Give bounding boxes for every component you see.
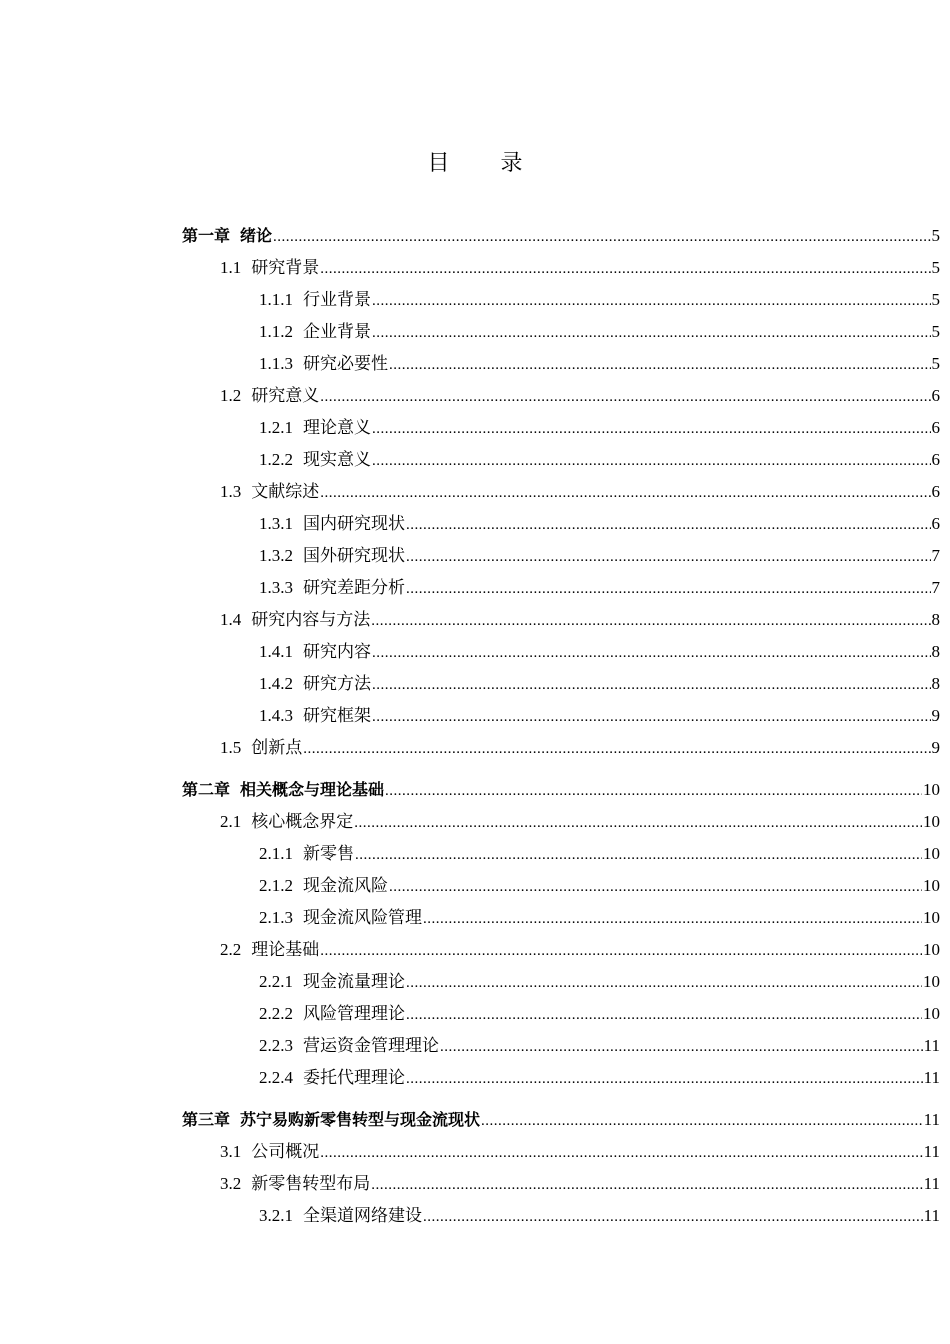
toc-entry-page: 6 (931, 514, 940, 533)
toc-entry-number: 3.2 (220, 1174, 242, 1193)
toc-entry-number: 2.1.1 (259, 844, 293, 863)
toc-entry-page: 6 (931, 450, 940, 469)
toc-entry[interactable] (182, 870, 940, 902)
toc-entry[interactable] (182, 1200, 940, 1232)
toc-entry-number: 1.4.2 (259, 674, 293, 693)
toc-entry[interactable] (182, 1136, 940, 1168)
toc-entry-title: 全渠道网络建设 (303, 1206, 422, 1225)
toc-entry-number: 3.2.1 (259, 1206, 293, 1225)
toc-entry-page: 5 (931, 354, 940, 373)
toc-entry-page: 10 (923, 844, 940, 863)
toc-entry-title: 国内研究现状 (303, 514, 405, 533)
toc-entry[interactable] (182, 604, 940, 636)
toc-entry-number: 第二章 (182, 780, 231, 799)
dot-leader (406, 541, 931, 573)
toc-entry-title: 现金流风险管理 (303, 908, 422, 927)
toc-entry[interactable] (182, 700, 940, 732)
toc-entry-number: 2.1.2 (259, 876, 293, 895)
toc-entry[interactable] (182, 1168, 940, 1200)
toc-entry-page: 10 (923, 780, 940, 799)
toc-entry-page: 10 (923, 812, 940, 831)
dot-leader (355, 839, 922, 871)
dot-leader (423, 903, 922, 935)
toc-entry-page: 6 (931, 482, 940, 501)
toc-entry[interactable] (182, 540, 940, 572)
toc-entry-title: 企业背景 (303, 322, 371, 341)
dot-leader (406, 573, 931, 605)
toc-entry-number: 2.2.3 (259, 1036, 293, 1055)
toc-entry-page: 6 (931, 418, 940, 437)
toc-entry[interactable] (182, 1062, 940, 1094)
dot-leader (303, 733, 930, 765)
toc-entry-title: 理论基础 (251, 940, 320, 959)
toc-entry-page: 5 (931, 290, 940, 309)
toc-entry-title: 相关概念与理论基础 (240, 780, 385, 799)
toc-entry-number: 1.3.3 (259, 578, 293, 597)
toc-entry[interactable] (182, 902, 940, 934)
toc-entry-number: 2.1.3 (259, 908, 293, 927)
toc-entry-page: 10 (923, 972, 940, 991)
dot-leader (371, 605, 930, 637)
toc-entry-page: 11 (923, 1110, 940, 1129)
toc-entry[interactable] (182, 1104, 940, 1136)
toc-entry-page: 7 (931, 578, 940, 597)
toc-entry-number: 3.1 (220, 1142, 242, 1161)
dot-leader (320, 935, 922, 967)
toc-entry-page: 11 (923, 1068, 940, 1087)
dot-leader (273, 221, 930, 253)
toc-entry-number: 第一章 (182, 226, 231, 245)
toc-entry-page: 11 (923, 1206, 940, 1225)
toc-entry-number: 1.4.1 (259, 642, 293, 661)
toc-entry-number: 第三章 (182, 1110, 231, 1129)
toc-entry[interactable] (182, 444, 940, 476)
toc-entry-page: 9 (931, 706, 940, 725)
dot-leader (372, 317, 931, 349)
toc-entry[interactable] (182, 380, 940, 412)
toc-entry-number: 2.2.4 (259, 1068, 293, 1087)
toc-entry-page: 11 (923, 1142, 940, 1161)
toc-entry-title: 委托代理理论 (303, 1068, 405, 1087)
toc-entry-title: 研究意义 (251, 386, 320, 405)
page-title: 目 录 (427, 151, 545, 176)
toc-entry-number: 1.1 (220, 258, 242, 277)
toc-entry[interactable] (182, 316, 940, 348)
toc-entry-title: 公司概况 (251, 1142, 320, 1161)
dot-leader (372, 445, 931, 477)
toc-entry-page: 9 (931, 738, 940, 757)
toc-entry-title: 研究方法 (303, 674, 371, 693)
toc-entry-page: 5 (931, 226, 940, 245)
toc-entry[interactable] (182, 1030, 940, 1062)
toc-entry-page: 6 (931, 386, 940, 405)
toc-entry[interactable] (182, 508, 940, 540)
toc-entry-title: 研究内容与方法 (251, 610, 371, 629)
dot-leader (320, 253, 930, 285)
dot-leader (423, 1201, 923, 1233)
toc-entry-title: 研究内容 (303, 642, 371, 661)
toc-entry-number: 1.3.2 (259, 546, 293, 565)
toc-entry-number: 1.2 (220, 386, 242, 405)
toc-entry[interactable] (182, 412, 940, 444)
toc-entry-page: 8 (931, 610, 940, 629)
toc-entry-title: 现金流量理论 (303, 972, 405, 991)
toc-entry-number: 2.2.2 (259, 1004, 293, 1023)
toc-entry-page: 10 (923, 876, 940, 895)
dot-leader (406, 1063, 923, 1095)
toc-entry-page: 10 (923, 940, 940, 959)
toc-entry[interactable] (182, 966, 940, 998)
toc-entry-title: 新零售转型布局 (251, 1174, 371, 1193)
dot-leader (320, 381, 930, 413)
dot-leader (320, 1137, 922, 1169)
toc-entry[interactable] (182, 806, 940, 838)
toc-entry-page: 8 (931, 642, 940, 661)
toc-entry-title: 绪论 (240, 226, 273, 245)
dot-leader (371, 1169, 922, 1201)
toc-entry[interactable] (182, 774, 940, 806)
toc-entry-page: 10 (923, 908, 940, 927)
dot-leader (354, 807, 922, 839)
dot-leader (385, 775, 922, 807)
dot-leader (389, 349, 931, 381)
toc-entry[interactable] (182, 668, 940, 700)
toc-entry-title: 理论意义 (303, 418, 371, 437)
toc-entry-title: 新零售 (303, 844, 354, 863)
toc-entry-number: 2.2.1 (259, 972, 293, 991)
toc-entry-title: 现金流风险 (303, 876, 388, 895)
toc-entry-page: 8 (931, 674, 940, 693)
toc-entry-title: 核心概念界定 (251, 812, 354, 831)
toc-entry[interactable] (182, 572, 940, 604)
dot-leader (406, 967, 922, 999)
toc-entry[interactable] (182, 838, 940, 870)
toc-entry[interactable] (182, 220, 940, 252)
toc-entry-number: 1.3.1 (259, 514, 293, 533)
dot-leader (372, 637, 931, 669)
table-of-contents (182, 220, 940, 1232)
toc-entry-number: 1.1.2 (259, 322, 293, 341)
toc-entry[interactable] (182, 636, 940, 668)
toc-entry-title: 国外研究现状 (303, 546, 405, 565)
toc-entry-page: 5 (931, 322, 940, 341)
toc-entry-number: 2.1 (220, 812, 242, 831)
toc-entry[interactable] (182, 348, 940, 380)
dot-leader (440, 1031, 923, 1063)
toc-entry-title: 营运资金管理理论 (303, 1036, 439, 1055)
toc-entry-title: 现实意义 (303, 450, 371, 469)
toc-entry-title: 风险管理理论 (303, 1004, 405, 1023)
toc-entry-number: 1.2.1 (259, 418, 293, 437)
toc-entry-page: 10 (923, 1004, 940, 1023)
toc-entry-number: 1.3 (220, 482, 242, 501)
toc-entry-number: 1.1.3 (259, 354, 293, 373)
toc-entry[interactable] (182, 934, 940, 966)
toc-entry[interactable] (182, 252, 940, 284)
toc-entry-title: 研究差距分析 (303, 578, 405, 597)
toc-entry-page: 11 (923, 1174, 940, 1193)
toc-entry-title: 文献综述 (251, 482, 320, 501)
dot-leader (372, 285, 931, 317)
toc-entry[interactable] (182, 732, 940, 764)
toc-entry-page: 7 (931, 546, 940, 565)
toc-entry-number: 1.4 (220, 610, 242, 629)
dot-leader (481, 1105, 923, 1137)
toc-entry[interactable] (182, 998, 940, 1030)
dot-leader (372, 669, 931, 701)
toc-entry-title: 创新点 (251, 738, 303, 757)
toc-entry-title: 行业背景 (303, 290, 371, 309)
toc-entry-title: 研究背景 (251, 258, 320, 277)
toc-entry-number: 1.4.3 (259, 706, 293, 725)
dot-leader (389, 871, 922, 903)
toc-entry-number: 1.5 (220, 738, 242, 757)
toc-entry-number: 2.2 (220, 940, 242, 959)
toc-entry-number: 1.2.2 (259, 450, 293, 469)
toc-entry[interactable] (182, 284, 940, 316)
toc-entry-title: 研究框架 (303, 706, 371, 725)
toc-entry-page: 11 (923, 1036, 940, 1055)
dot-leader (372, 413, 931, 445)
toc-entry-page: 5 (931, 258, 940, 277)
dot-leader (406, 999, 922, 1031)
toc-entry-title: 研究必要性 (303, 354, 388, 373)
toc-entry[interactable] (182, 476, 940, 508)
dot-leader (406, 509, 931, 541)
dot-leader (320, 477, 930, 509)
toc-entry-title: 苏宁易购新零售转型与现金流现状 (240, 1110, 481, 1129)
toc-entry-number: 1.1.1 (259, 290, 293, 309)
dot-leader (372, 701, 931, 733)
